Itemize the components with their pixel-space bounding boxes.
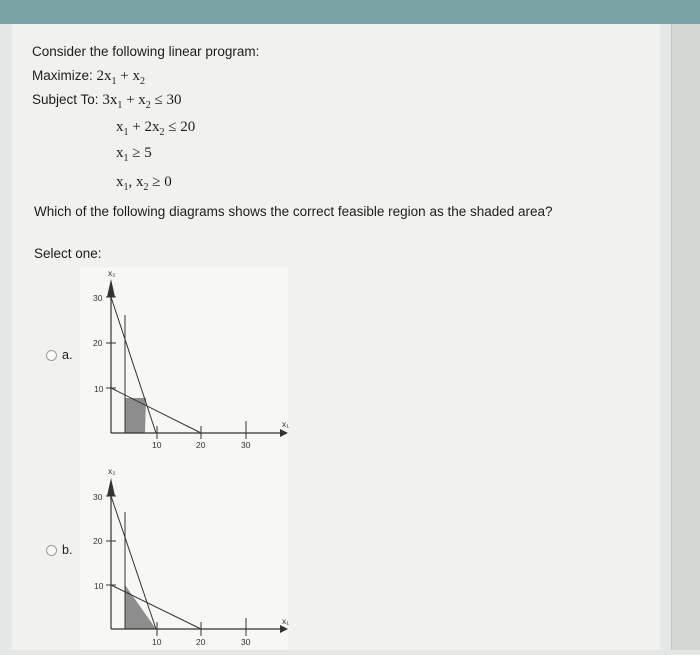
scroll-area[interactable] <box>671 24 700 650</box>
option-a-diagram <box>80 267 288 467</box>
x-tick-20-b: 20 <box>196 637 206 647</box>
option-a-graph <box>80 267 288 467</box>
x-tick-10-a: 10 <box>152 440 162 450</box>
x-axis-arrow-a <box>280 429 288 437</box>
x-tick-10-b: 10 <box>152 637 162 647</box>
option-b-label[interactable]: b. <box>62 543 73 557</box>
y-axis-arrow-b <box>107 478 115 496</box>
question-prompt: Which of the following diagrams shows the correct feasible region as the shaded area? <box>34 204 553 219</box>
x-axis-arrow-b <box>280 625 288 633</box>
objective-line <box>32 68 145 87</box>
x-tick-30-b: 30 <box>241 637 251 647</box>
x-axis-label-b: x₁ <box>282 616 290 626</box>
question-panel <box>12 24 660 650</box>
option-b-graph <box>80 460 288 650</box>
question-intro: Consider the following linear program: <box>32 44 260 59</box>
constraint-line-1 <box>32 92 182 111</box>
x-axis-label-a: x₁ <box>282 419 290 429</box>
constraints-label: Subject To: <box>32 92 99 107</box>
constraint-1: $3x_1 + x_2 \le 30$ <box>102 92 182 111</box>
feasible-region-shade-a <box>125 398 146 433</box>
option-b-diagram <box>80 460 288 650</box>
y-tick-20-a: 20 <box>93 338 103 348</box>
y-tick-20-b: 20 <box>93 536 103 546</box>
objective-expression: $2x_1 + x_2$ <box>96 68 145 87</box>
top-bar <box>0 0 700 24</box>
feasible-region-shade-b <box>125 585 156 629</box>
y-tick-10-a: 10 <box>94 384 104 394</box>
y-axis-label-a: x₂ <box>108 268 116 278</box>
constraint-4: $x_1$, $x_2 \ge 0$ <box>116 174 172 193</box>
constraint-2: $x_1 + 2x_2 \le 20$ <box>116 119 196 138</box>
select-one-label: Select one: <box>34 246 102 261</box>
x-tick-20-a: 20 <box>196 440 206 450</box>
y-axis-arrow-a <box>107 279 115 297</box>
y-axis-label-b: x₂ <box>108 466 116 476</box>
objective-label: Maximize: <box>32 68 93 83</box>
option-a-label[interactable]: a. <box>62 348 73 362</box>
y-tick-30-a: 30 <box>93 293 103 303</box>
y-tick-10-b: 10 <box>94 581 104 591</box>
constraint-3: $x_1 \ge 5$ <box>116 145 152 164</box>
x-tick-30-a: 30 <box>241 440 251 450</box>
y-tick-30-b: 30 <box>93 492 103 502</box>
option-a-radio[interactable] <box>46 350 57 361</box>
option-b-radio[interactable] <box>46 545 57 556</box>
